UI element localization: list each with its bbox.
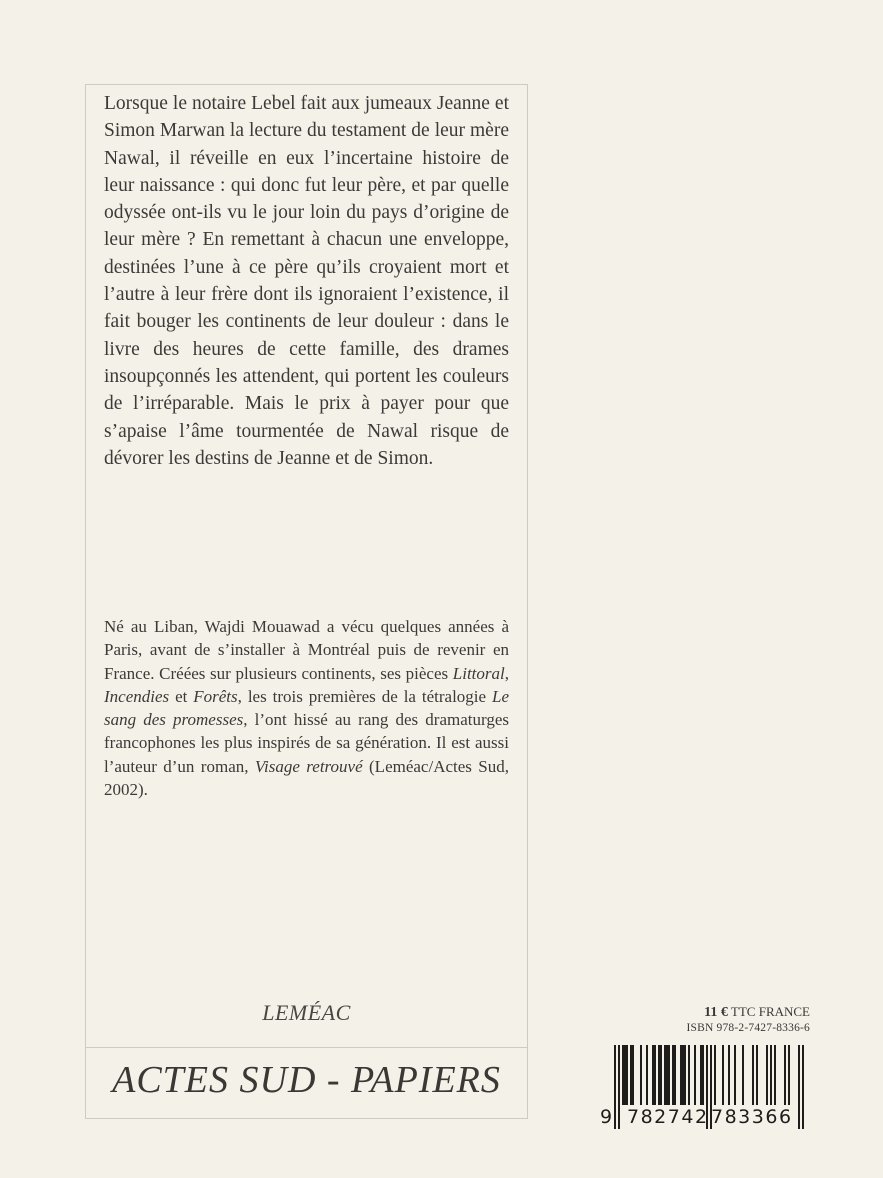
bio-text-1: Né au Liban, Wajdi Mouawad a vécu quelques années à Paris, avant de s’installer à Montréal puis de revenir en France. Créées sur plusieurs continents, ses pièces — [104, 617, 509, 683]
price-label — [600, 1004, 810, 1021]
price-amount: 11 € — [704, 1005, 728, 1020]
barcode-bar — [756, 1045, 758, 1105]
barcode-bar — [774, 1045, 776, 1105]
bio-text-3: , l’ont hissé au rang des dramaturges francophones les plus inspirés de sa génération. Il est aussi l’auteur d’un roman, — [104, 710, 509, 776]
barcode-bar — [728, 1045, 730, 1105]
barcode-bar — [640, 1045, 642, 1105]
barcode-bar — [722, 1045, 724, 1105]
frame-divider — [85, 1047, 528, 1048]
novel-title: Visage retrouvé — [254, 756, 363, 776]
publisher-lemeac: LEMÉAC — [262, 1000, 351, 1025]
barcode-bar — [626, 1045, 628, 1105]
barcode-bar — [664, 1045, 666, 1105]
barcode-bar — [666, 1045, 668, 1105]
barcode-bar — [734, 1045, 736, 1105]
barcode-bar — [622, 1045, 624, 1105]
bio-text-2: , les trois premières de la tétralogie — [237, 686, 492, 706]
work-title-littoral: Littoral — [452, 663, 505, 683]
barcode-bar — [652, 1045, 654, 1105]
barcode-bar — [632, 1045, 634, 1105]
barcode-bar — [624, 1045, 626, 1105]
barcode-digits — [600, 1106, 812, 1130]
barcode-bar — [684, 1045, 686, 1105]
author-bio-paragraph — [104, 615, 509, 801]
barcode-bar — [700, 1045, 702, 1105]
barcode-bar — [654, 1045, 656, 1105]
work-title-incendies: Incendies — [104, 686, 170, 706]
barcode-bar — [752, 1045, 754, 1105]
publisher-actes-sud-papiers: ACTES SUD - PAPIERS — [112, 1059, 501, 1101]
barcode-bar — [788, 1045, 790, 1105]
bio-separator-1: , — [504, 663, 509, 683]
barcode-bar — [714, 1045, 716, 1105]
barcode-left-group: 782742 — [627, 1106, 709, 1128]
synopsis-paragraph: Lorsque le notaire Lebel fait aux jumeaux Jeanne et Simon Marwan la lecture du testament de leur mère Nawal, il réveille en eux l’incertaine histoire de leur naissance : qui donc fut leur père, et par quelle odyssée ont-ils vu le jour loin du pays d’origine de leur mère ? En remettant à chacun une enveloppe, destinées l’une à ce père qu’ils croyaient mort et l’autre à leur frère dont ils ignoraient l’existence, il fait bouger les continents de leur douleur : dans le livre des heures de cette famille, des drames insoupçonnés les attendent, qui portent les couleurs de l’irréparable. Mais le prix à payer pour que s’apaise l’âme tourmentée de Nawal risque de dévorer les destins de Jeanne et de Simon. — [104, 93, 509, 469]
barcode-bar — [682, 1045, 684, 1105]
bio-text-4: (Leméac/Actes Sud, 2002). — [104, 756, 509, 800]
barcode-bar — [674, 1045, 676, 1105]
barcode-bar — [658, 1045, 660, 1105]
barcode-bar — [742, 1045, 744, 1105]
barcode-bar — [646, 1045, 648, 1105]
barcode-bar — [694, 1045, 696, 1105]
barcode-right-group: 783366 — [711, 1106, 793, 1128]
work-title-forets: Forêts — [193, 686, 238, 706]
barcode-first-digit: 9 — [600, 1106, 613, 1128]
series-title: Le sang des promesses — [104, 686, 509, 730]
bio-separator-2: et — [169, 686, 194, 706]
barcode-bar — [784, 1045, 786, 1105]
isbn-label: ISBN 978-2-7427-8336-6 — [686, 1022, 810, 1034]
barcode-bar — [668, 1045, 670, 1105]
barcode-bar — [630, 1045, 632, 1105]
barcode-bar — [660, 1045, 662, 1105]
barcode-bar — [688, 1045, 690, 1105]
price-note: TTC FRANCE — [727, 1004, 810, 1019]
barcode-bar — [680, 1045, 682, 1105]
barcode-bar — [672, 1045, 674, 1105]
barcode-bar — [770, 1045, 772, 1105]
barcode-bar — [702, 1045, 704, 1105]
barcode-bar — [766, 1045, 768, 1105]
